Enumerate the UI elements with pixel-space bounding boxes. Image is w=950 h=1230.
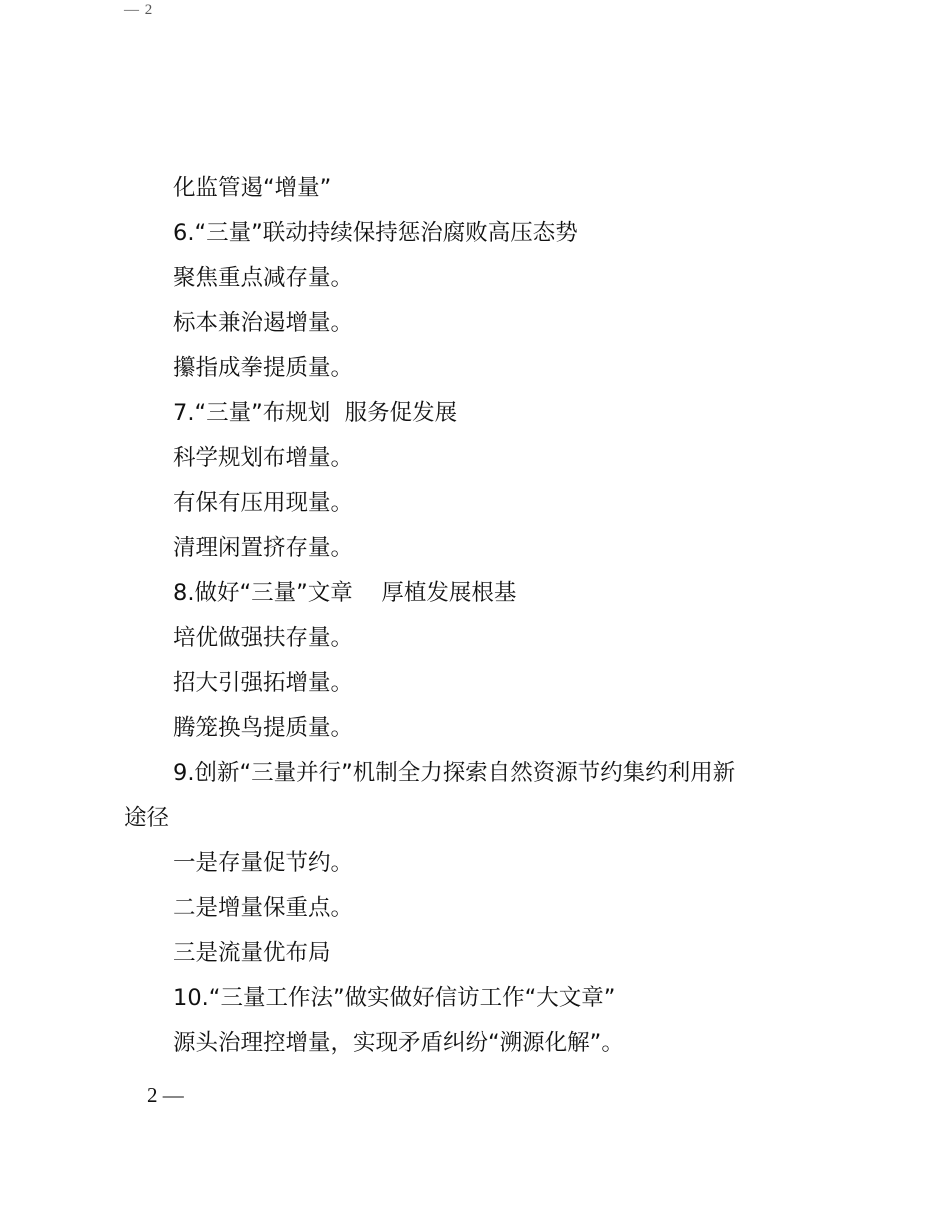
text-line: 有保有压用现量。: [173, 490, 354, 516]
text-line: 攥指成拳提质量。: [173, 355, 354, 381]
section-heading-9-continuation: 途径: [124, 805, 170, 831]
text-line: 科学规划布增量。: [173, 445, 354, 471]
text-line: 源头治理控增量，实现矛盾纠纷“溯源化解”。: [173, 1030, 624, 1056]
text-line: 腾笼换鸟提质量。: [173, 715, 354, 741]
text-line: 三是流量优布局: [173, 940, 331, 966]
page-header-number: — 2: [124, 2, 154, 18]
text-line: 招大引强拓增量。: [173, 670, 354, 696]
text-line: 清理闲置挤存量。: [173, 535, 354, 561]
text-line: 一是存量促节约。: [173, 850, 354, 876]
section-heading-7: 7.“三量”布规划 服务促发展: [173, 400, 458, 426]
page-footer-number: 2 —: [147, 1083, 184, 1107]
section-heading-6: 6.“三量”联动持续保持惩治腐败高压态势: [173, 220, 578, 246]
text-line: 二是增量保重点。: [173, 895, 354, 921]
section-heading-9: 9.创新“三量并行”机制全力探索自然资源节约集约利用新: [173, 760, 736, 786]
document-body: [124, 166, 844, 1066]
text-line: 聚焦重点减存量。: [173, 265, 354, 291]
section-heading-8: 8.做好“三量”文章 厚植发展根基: [173, 580, 517, 606]
text-line: 标本兼治遏增量。: [173, 310, 354, 336]
text-line: 化监管遏“增量”: [173, 175, 332, 201]
text-line: 培优做强扶存量。: [173, 625, 354, 651]
section-heading-10: 10.“三量工作法”做实做好信访工作“大文章”: [173, 985, 616, 1011]
